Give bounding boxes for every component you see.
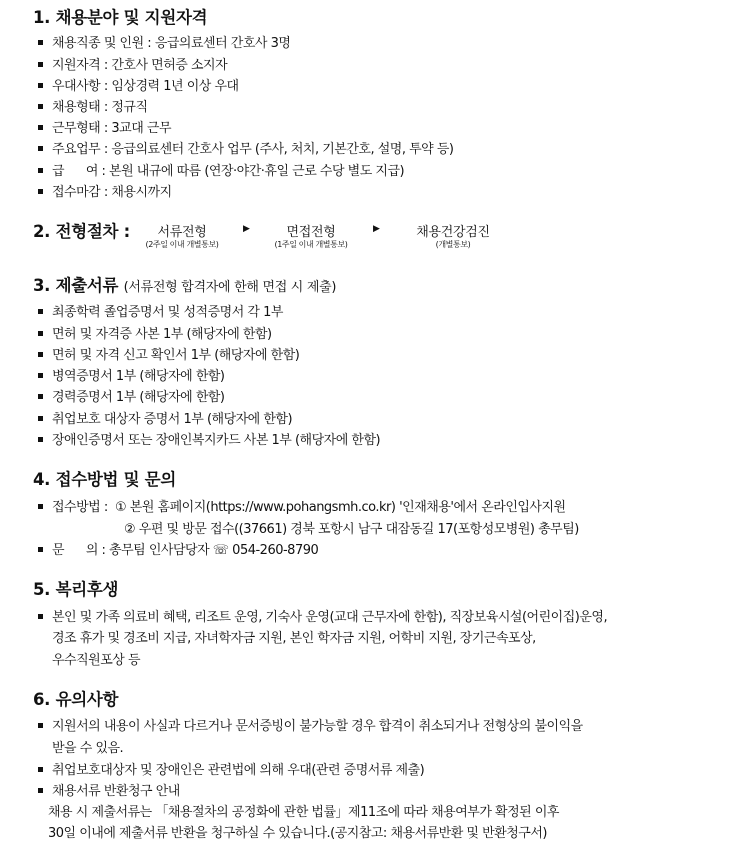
section-4-title: 4. 접수방법 및 문의 xyxy=(33,470,176,489)
section-3-title: 3. 제출서류 (서류전형 합격자에 한해 면접 시 제출) xyxy=(33,276,337,295)
text-line: 우수직원포상 등 xyxy=(52,653,141,668)
bullet-icon xyxy=(38,331,43,336)
bullet-icon xyxy=(38,40,43,45)
list-item: 면허 및 자격증 사본 1부 (해당자에 한함) xyxy=(38,327,272,343)
list-item: 주요업무 : 응급의료센터 간호사 업무 (주사, 처치, 기본간호, 설명, 투약 등) xyxy=(38,142,454,158)
list-item: 면허 및 자격 신고 확인서 1부 (해당자에 한함) xyxy=(38,348,299,364)
bullet-icon xyxy=(38,352,43,357)
list-item: 지원자격 : 간호사 면허증 소지자 xyxy=(38,58,227,74)
bullet-icon xyxy=(38,168,43,173)
list-item: 최종학력 졸업증명서 및 성적증명서 각 1부 xyxy=(38,305,283,321)
section-5-title: 5. 복리후생 xyxy=(33,580,119,599)
list-item: 접수방법 : ① 본원 홈페이지(https://www.pohangsmh.co.kr) '인재채용'에서 온라인입사지원 xyxy=(38,500,566,516)
step-health-checkup: 채용건강검진 xyxy=(416,225,490,240)
bullet-icon xyxy=(38,146,43,151)
list-item: 취업보호 대상자 증명서 1부 (해당자에 한함) xyxy=(38,412,292,428)
section-2-title: 2. 전형절차 : xyxy=(33,222,130,241)
text-line: 경조 휴가 및 경조비 지급, 자녀학자금 지원, 본인 학자금 지원, 어학비 지원, 장기근속포상, xyxy=(52,631,536,646)
section-1-title: 1. 채용분야 및 지원자격 xyxy=(33,8,208,27)
list-item: 본인 및 가족 의료비 혜택, 리조트 운영, 기숙사 운영(교대 근무자에 한함), 직장보육시설(어린이집)운영, xyxy=(38,610,607,626)
bullet-icon xyxy=(38,416,43,421)
list-item: 급 여 : 본원 내규에 따름 (연장·야간·휴일 근로 수당 별도 지급) xyxy=(38,164,404,180)
bullet-icon xyxy=(38,547,43,552)
arrow-right-icon: ▶ xyxy=(373,224,380,234)
list-item: 지원서의 내용이 사실과 다르거나 문서증빙이 불가능할 경우 합격이 취소되거나 전형상의 불이익을 xyxy=(38,719,583,735)
bullet-icon xyxy=(38,723,43,728)
list-item: 채용직종 및 인원 : 응급의료센터 간호사 3명 xyxy=(38,36,290,52)
list-item: 병역증명서 1부 (해당자에 한함) xyxy=(38,369,225,385)
step-note: (1주일 이내 개별통보) xyxy=(274,240,348,249)
text-line: 받을 수 있음. xyxy=(52,741,124,756)
bullet-icon xyxy=(38,83,43,88)
section-3-subtitle: (서류전형 합격자에 한해 면접 시 제출) xyxy=(123,280,337,295)
bullet-icon xyxy=(38,189,43,194)
bullet-icon xyxy=(38,767,43,772)
bullet-icon xyxy=(38,62,43,67)
list-item: 근무형태 : 3교대 근무 xyxy=(38,121,171,137)
step-document-screening: 서류전형 xyxy=(157,225,207,240)
list-item: 우대사항 : 임상경력 1년 이상 우대 xyxy=(38,79,239,95)
bullet-icon xyxy=(38,104,43,109)
arrow-right-icon: ▶ xyxy=(243,224,250,234)
list-item: 접수마감 : 채용시까지 xyxy=(38,185,172,201)
bullet-icon xyxy=(38,437,43,442)
step-note: (2주일 이내 개별통보) xyxy=(145,240,219,249)
list-item: 장애인증명서 또는 장애인복지카드 사본 1부 (해당자에 한함) xyxy=(38,433,380,449)
section-6-title: 6. 유의사항 xyxy=(33,690,119,709)
bullet-icon xyxy=(38,614,43,619)
step-note: (개별통보) xyxy=(435,240,471,249)
bullet-icon xyxy=(38,394,43,399)
list-item: 경력증명서 1부 (해당자에 한함) xyxy=(38,390,225,406)
method-2-line: ② 우편 및 방문 접수((37661) 경북 포항시 남구 대잠동길 17(포항성모병원) 총무팀) xyxy=(124,522,579,537)
bullet-icon xyxy=(38,504,43,509)
bullet-icon xyxy=(38,125,43,130)
text-line: 채용 시 제출서류는 「채용절차의 공정화에 관한 법률」제11조에 따라 채용여부가 확정된 이후 xyxy=(48,805,559,820)
list-item: 채용형태 : 정규직 xyxy=(38,100,148,116)
bullet-icon xyxy=(38,788,43,793)
bullet-icon xyxy=(38,309,43,314)
step-interview: 면접전형 xyxy=(286,225,336,240)
list-item: 채용서류 반환청구 안내 xyxy=(38,784,180,800)
list-item: 취업보호대상자 및 장애인은 관련법에 의해 우대(관련 증명서류 제출) xyxy=(38,763,424,779)
list-item: 문 의 : 총무팀 인사담당자 ☏ 054-260-8790 xyxy=(38,543,318,559)
bullet-icon xyxy=(38,373,43,378)
text-line: 30일 이내에 제출서류 반환을 청구하실 수 있습니다.(공지참고: 채용서류반환 및 반환청구서) xyxy=(48,826,547,841)
